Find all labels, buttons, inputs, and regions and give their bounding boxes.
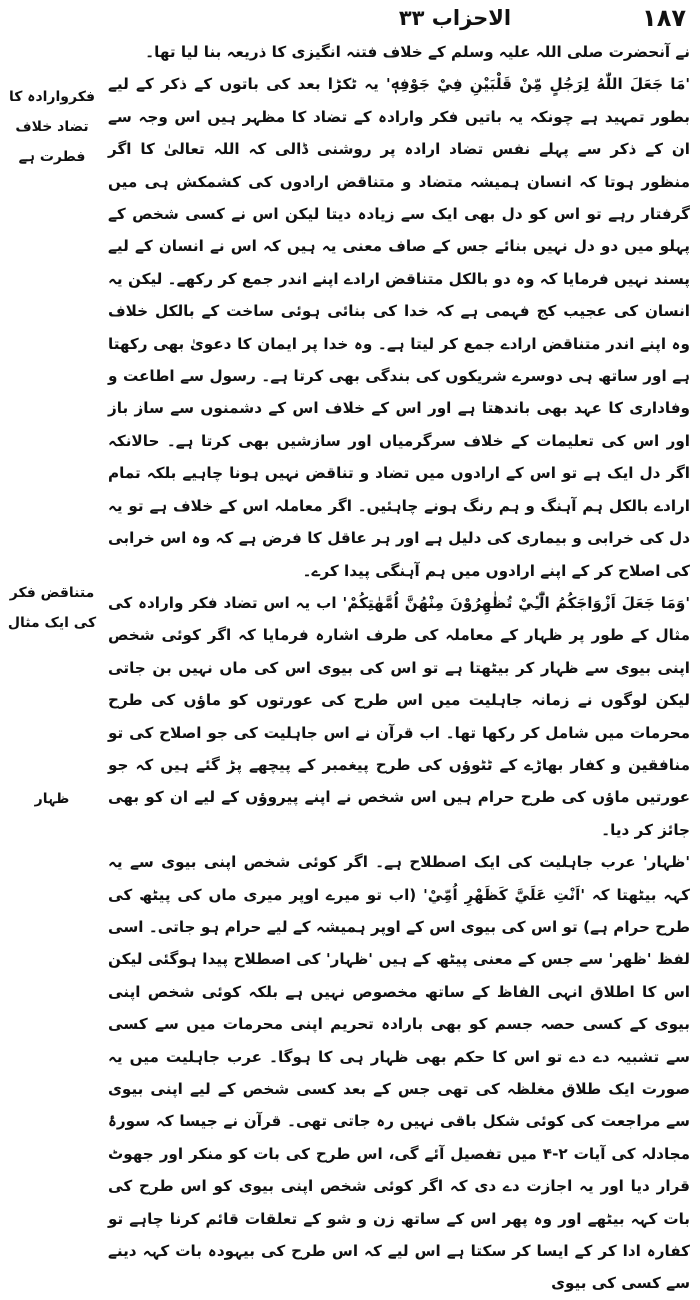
main-text xyxy=(108,36,690,1293)
page-number: ۱۸۷ xyxy=(642,4,686,32)
page-header xyxy=(8,4,692,34)
margin-note-example: متناقض فکر کی ایک مثال xyxy=(7,585,97,631)
margin-notes xyxy=(4,36,100,1117)
paragraph-zihar-definition: 'ظہار' عرب جاہلیت کی ایک اصطلاح ہے۔ اگر کوئی شخص اپنی بیوی سے یہ کہہ بیٹھتا کہ 'اَنْتِ عَلَيَّ كَظَهْرِ اُمِّيْ' (اب تو میرے اوپر میری ماں کی پیٹھ کی طرح حرام ہے) تو اس کی بیوی اس کے اوپر ہمیشہ کے لیے حرام ہو جاتی۔ اسی لفظ 'ظهر' سے جس کے معنی پیٹھ کے ہیں 'ظہار' کی اصطلاح پیدا ہوگئی لیکن اس کا اطلاق انہی الفاظ کے ساتھ مخصوص نہیں ہے بلکہ کوئی شخص اپنی بیوی کے کسی حصہ جسم کو بھی بارادہ تحریم اپنی محرمات میں سے کسی سے تشبیہ دے دے تو اس کا حکم بھی ظہار ہی کا ہوگا۔ عرب جاہلیت میں یہ صورت ایک طلاق مغلظہ کی تھی جس کے بعد کسی شخص کے لیے اپنی بیوی سے مراجعت کی کوئی شکل باقی نہیں رہ جاتی تھی۔ قرآن نے جیسا کہ سورۂ مجادلہ کی آیات ۲-۴ میں تفصیل آئے گی، اس طرح کی بات کو منکر اور جھوٹ قرار دیا اور یہ اجازت دے دی کہ اگر کوئی شخص اپنی بیوی کو اس طرح کی بات کہہ بیٹھے اور وہ پھر اس کے ساتھ زن و شو کے تعلقات قائم کرنا چاہے تو کفارہ ادا کر کے ایسا کر سکتا ہے اس لیے کہ اس طرح کی بیہودہ بات کہہ دینے سے کسی کی بیوی xyxy=(108,853,690,1293)
paragraph-two-hearts: 'مَا جَعَلَ اللّٰهُ لِرَجُلٍ مِّنْ قَلْبَيْنِ فِيْ جَوْفِهٖ' یہ ٹکڑا بعد کی باتوں کے ذکر کے لیے بطور تمہید ہے چونکہ یہ باتیں فکر وارادہ کے تضاد کا مظہر ہیں اس وجہ سے ان کے ذکر سے پہلے نفس تضاد ارادہ پر روشنی ڈالی کہ اللہ تعالیٰ کا اگر منظور ہوتا کہ انسان ہمیشہ متضاد و متناقض ارادوں کی کشمکش ہی میں گرفتار رہے تو اس کو دل بھی ایک سے زیادہ دیتا لیکن اس نے کسی شخص کے پہلو میں دو دل نہیں بنائے جس کے صاف معنی یہ ہیں کہ اس نے انسان کے لیے پسند نہیں فرمایا کہ وہ دو بالکل متناقض ارادے اپنے اندر جمع کر رکھے۔ لیکن یہ انسان کی عجیب کج فہمی ہے کہ خدا کی بنائی ہوئی ساخت کے بالکل خلاف وہ اپنے اندر متناقض ارادے جمع کر لیتا ہے۔ وہ خدا پر ایمان کا دعویٰ بھی رکھتا ہے اور ساتھ ہی دوسرے شریکوں کی بندگی بھی کرتا ہے۔ رسول سے اطاعت و وفاداری کا عہد بھی باندھتا ہے اور اس کے خلاف اس کے دشمنوں سے ساز باز اور اس کی تعلیمات کے خلاف سرگرمیاں اور سازشیں بھی کرتا ہے۔ حالانکہ اگر دل ایک ہے تو اس کے ارادوں میں تضاد و تناقض نہیں ہونا چاہیے بلکہ تمام ارادے بالکل ہم آہنگ و ہم رنگ ہونے چاہئیں۔ اگر معاملہ اس کے خلاف ہے تو یہ دل کی خرابی و بیماری کی دلیل ہے اور ہر عاقل کا فرض ہے کہ وہ اس خرابی کی اصلاح کر کے اپنے ارادوں میں ہم آہنگی پیدا کرے۔ xyxy=(108,75,690,580)
margin-note-zihar: ظہار xyxy=(34,791,70,807)
paragraph-zihar-example: 'وَمَا جَعَلَ اَزْوَاجَكُمُ الّٰٓـِٔيْ تُظٰهِرُوْنَ مِنْهُنَّ اُمَّهٰتِكُمْ' اب یہ اس تضاد فکر وارادہ کی مثال کے طور پر ظہار کے معاملہ کی طرف اشارہ فرمایا کہ اگر کوئی شخص اپنی بیوی سے ظہار کر بیٹھتا ہے تو اس کی بیوی اس کی ماں نہیں بن جاتی لیکن لوگوں نے زمانہ جاہلیت میں اس طرح کی عورتوں کو ماؤں کی طرح محرمات میں شامل کر رکھا تھا۔ اب قرآن نے اس جاہلیت کی جو اصلاح کی تو منافقین و کفار بھاڑے کے ٹٹوؤں کی طرح پیغمبر کے پیچھے پڑ گئے ہیں کہ جو عورتیں ماؤں کی طرح حرام ہیں اس شخص نے اپنے پیروؤں کے لیے ان کو بھی جائز کر دیا۔ xyxy=(108,593,690,839)
paragraph-intro: نے آنحضرت صلی اللہ علیہ وسلم کے خلاف فتنہ انگیزی کا ذریعہ بنا لیا تھا۔ xyxy=(145,43,690,61)
surah-title: الاحزاب ۳۳ xyxy=(398,6,512,30)
margin-note-contradiction: فکروارادہ کا تضاد خلاف فطرت ہے xyxy=(8,89,96,165)
